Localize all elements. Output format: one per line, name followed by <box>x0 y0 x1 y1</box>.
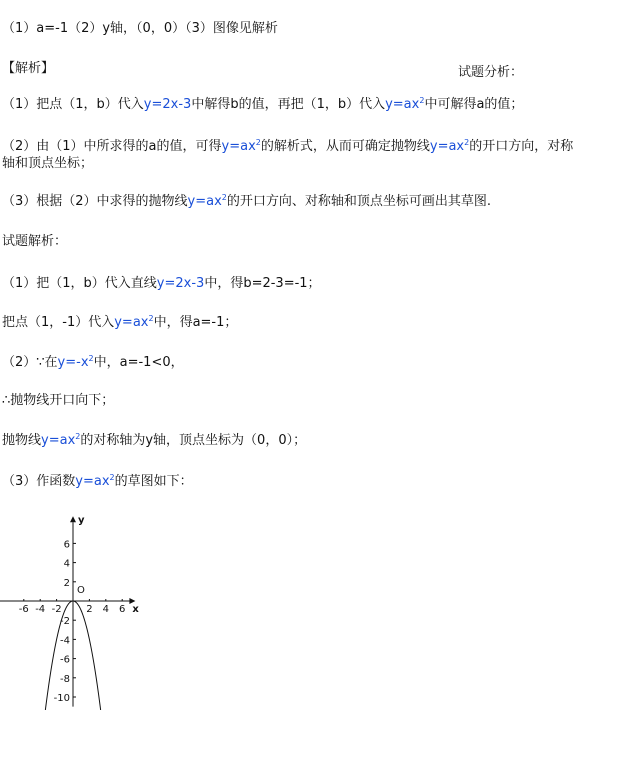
solution-line-4: ∴抛物线开口向下； <box>2 393 115 408</box>
x-axis-label: x <box>132 604 139 615</box>
solution-line-3: （2）∵在$y=-x^2$中，a=-1<0， <box>2 354 184 370</box>
answer-line: （1）a=-1（2）y轴，（0，0）（3）图像见解析 <box>2 21 278 36</box>
y-tick-label: -8 <box>60 673 70 685</box>
y-tick-label: -4 <box>60 635 70 647</box>
solution-label: 试题解析： <box>2 234 68 249</box>
y-tick-label: 4 <box>63 558 70 570</box>
analysis-paragraph-3: （3）根据（2）中求得的抛物线$y=ax^2$的开口方向、对称轴和顶点坐标可画出其草图. <box>2 193 492 209</box>
x-tick-label: 2 <box>86 604 93 615</box>
analysis-paragraph-2-cont: 轴和顶点坐标； <box>2 156 94 171</box>
solution-line-5: 抛物线$y=ax^2$的对称轴为y轴，顶点坐标为（0，0）； <box>2 432 307 448</box>
y-axis-label: y <box>78 515 85 527</box>
y-tick-label: 6 <box>63 539 70 551</box>
y-tick-label: -10 <box>53 693 70 704</box>
solution-line-1: （1）把（1，b）代入直线y=2x-3中，得b=2-3=-1； <box>2 276 321 291</box>
solution-line-2: 把点（1，-1）代入$y=ax^2$中，得a=-1； <box>2 314 238 330</box>
parabola-graph <box>0 505 160 710</box>
x-tick-label: -2 <box>51 604 62 615</box>
y-axis-arrow <box>70 516 76 522</box>
analysis-paragraph-1: （1）把点（1，b）代入y=2x-3中解得b的值，再把（1，b）代入$y=ax^2$中可解得a的值； <box>2 96 524 112</box>
x-tick-label: 4 <box>102 604 109 615</box>
solution-line-6: （3）作函数$y=ax^2$的草图如下： <box>2 473 193 489</box>
analysis-label: 试题分析： <box>458 65 524 80</box>
x-tick-label: -6 <box>18 604 29 615</box>
origin-label: O <box>77 585 85 596</box>
x-tick-label: -4 <box>35 604 46 615</box>
y-tick-label: -6 <box>60 654 70 666</box>
y-tick-label: 2 <box>63 577 70 589</box>
analysis-paragraph-2: （2）由（1）中所求得的a的值，可得$y=ax^2$的解析式，从而可确定抛物线$y=ax^2$的开口方向，对称 <box>2 138 574 154</box>
section-label: 【解析】 <box>2 61 55 76</box>
x-tick-label: 6 <box>119 604 126 615</box>
y-tick-label: -2 <box>60 616 70 628</box>
graph-ticks <box>19 539 126 704</box>
